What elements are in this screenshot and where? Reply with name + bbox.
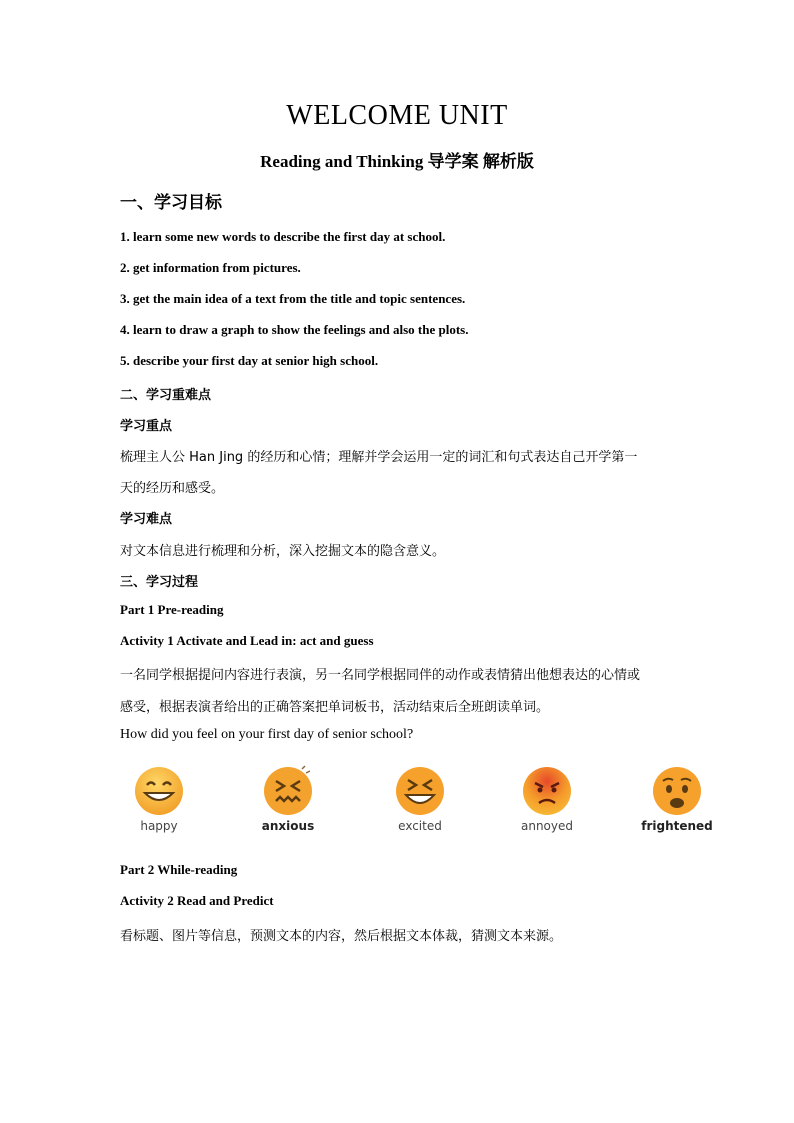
- annoyed-face-icon: [515, 765, 579, 817]
- activity1-heading: Activity 1 Activate and Lead in: act and guess: [120, 633, 374, 648]
- emotion-excited: [370, 765, 470, 833]
- section-heading-process: 三、学习过程: [120, 575, 199, 590]
- emotion-label: anxious: [261, 819, 315, 833]
- objective-item: 3. get the main idea of a text from the title and topic sentences.: [120, 291, 466, 306]
- part1-heading: Part 1 Pre-reading: [120, 602, 224, 617]
- key-text-line: 梳理主人公 Han Jing 的经历和心情；理解并学会运用一定的词汇和句式表达自己开学第一: [120, 450, 638, 465]
- emotion-label: frightened: [641, 819, 713, 833]
- key-label: 学习重点: [120, 419, 173, 434]
- section-heading-key-points: 二、学习重难点: [120, 388, 212, 403]
- activity1-text-line: 一名同学根据提问内容进行表演，另一名同学根据同伴的动作或表情猜出他想表达的心情或: [120, 668, 641, 683]
- activity2-heading: Activity 2 Read and Predict: [120, 893, 274, 908]
- difficulty-text: 对文本信息进行梳理和分析，深入挖掘文本的隐含意义。: [120, 544, 446, 559]
- difficulty-label: 学习难点: [120, 512, 173, 527]
- objective-item: 4. learn to draw a graph to show the feelings and also the plots.: [120, 322, 469, 337]
- objective-item: 1. learn some new words to describe the first day at school.: [120, 229, 446, 244]
- emotion-annoyed: [497, 765, 597, 833]
- question-text: How did you feel on your first day of senior school?: [120, 727, 414, 742]
- anxious-face-icon: [256, 765, 320, 817]
- frightened-face-icon: [645, 765, 709, 817]
- section-heading-objectives: 一、学习目标: [120, 193, 222, 213]
- emotion-label: happy: [140, 819, 178, 833]
- emotion-images: [120, 765, 720, 845]
- emotion-happy: [109, 765, 209, 833]
- activity1-text-line: 感受，根据表演者给出的正确答案把单词板书，活动结束后全班朗读单词。: [120, 700, 550, 715]
- page-subtitle: Reading and Thinking 导学案 解析版: [260, 152, 534, 171]
- part2-heading: Part 2 While-reading: [120, 862, 238, 877]
- activity2-text: 看标题、图片等信息，预测文本的内容，然后根据文本体裁，猜测文本来源。: [120, 929, 563, 944]
- emotion-label: annoyed: [520, 819, 573, 833]
- excited-face-icon: [388, 765, 452, 817]
- objective-item: 5. describe your first day at senior high school.: [120, 353, 379, 368]
- page-title: WELCOME UNIT: [286, 100, 508, 131]
- objective-item: 2. get information from pictures.: [120, 260, 301, 275]
- emotion-label: excited: [398, 819, 442, 833]
- emotion-anxious: [238, 765, 338, 833]
- key-text-line: 天的经历和感受。: [120, 481, 225, 496]
- emotion-frightened: [627, 765, 727, 833]
- happy-face-icon: [127, 765, 191, 817]
